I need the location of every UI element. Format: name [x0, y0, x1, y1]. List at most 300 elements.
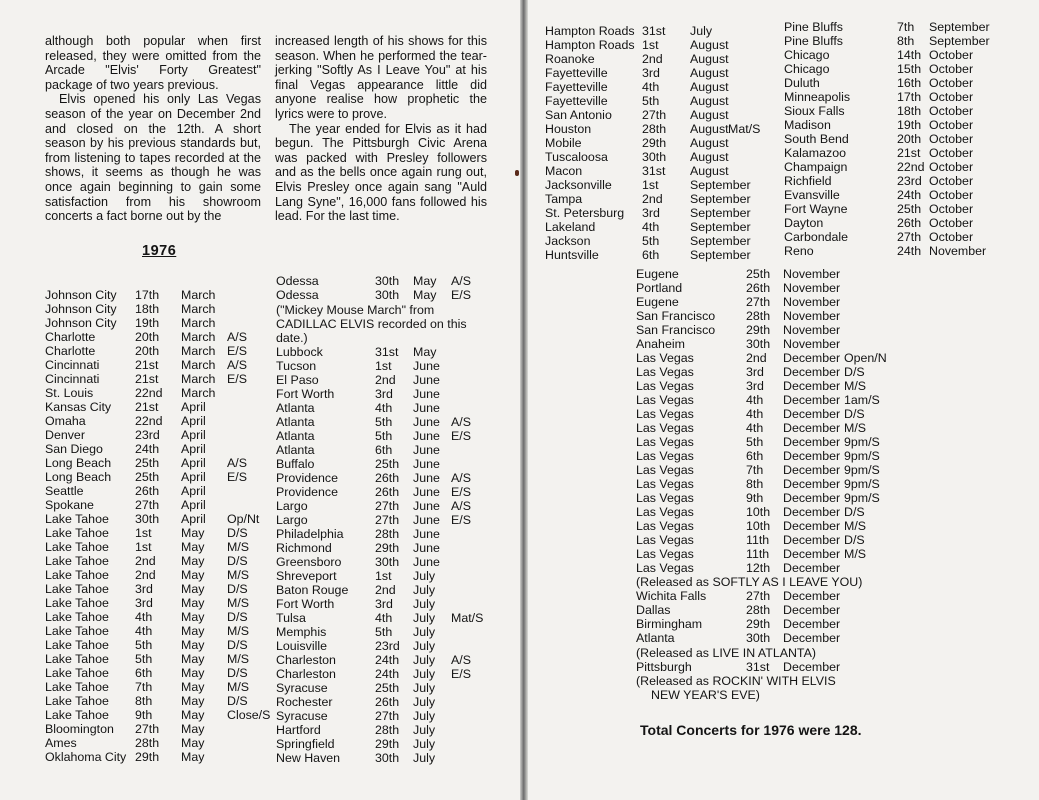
- concert-row: [45, 344, 265, 358]
- show-month: August: [690, 94, 729, 108]
- show-month: May: [181, 638, 205, 652]
- venue-city: Jackson: [545, 234, 591, 248]
- concert-row: [276, 359, 496, 373]
- show-month: December: [783, 435, 841, 449]
- concert-row: [784, 118, 1014, 132]
- concert-row: [784, 216, 1014, 230]
- show-month: May: [181, 526, 205, 540]
- concert-row: [545, 192, 785, 206]
- show-month: March: [181, 344, 216, 358]
- paragraph: although both popular when first released, they were omitted from the Arcade "Elvis' Forty Greatest" package of two years previous.: [45, 34, 261, 92]
- show-month: July: [413, 597, 436, 611]
- concert-row: [636, 617, 926, 631]
- concert-row: [784, 174, 1014, 188]
- show-date: 15th: [897, 62, 922, 76]
- concert-row: [545, 206, 785, 220]
- show-month: October: [929, 132, 974, 146]
- concert-row: [636, 589, 926, 603]
- venue-city: Wichita Falls: [636, 589, 707, 603]
- concert-row: [636, 323, 926, 337]
- show-month: March: [181, 330, 216, 344]
- venue-city: San Diego: [45, 442, 103, 456]
- venue-city: Largo: [276, 499, 308, 513]
- venue-city: Lake Tahoe: [45, 540, 109, 554]
- show-type: E/S: [227, 344, 247, 358]
- show-date: 20th: [135, 330, 160, 344]
- show-month: July: [413, 653, 436, 667]
- show-type: 9pm/S: [844, 449, 880, 463]
- concert-row: [45, 288, 265, 302]
- venue-city: Lake Tahoe: [45, 638, 109, 652]
- show-month: May: [181, 610, 205, 624]
- show-date: 24th: [897, 244, 922, 258]
- show-type: M/S: [227, 540, 250, 554]
- show-month: July: [413, 737, 436, 751]
- venue-city: Las Vegas: [636, 477, 694, 491]
- show-month: October: [929, 90, 974, 104]
- show-date: 9th: [746, 491, 764, 505]
- show-date: 26th: [746, 281, 771, 295]
- venue-city: San Francisco: [636, 323, 716, 337]
- paragraph: The year ended for Elvis as it had begun. The Pittsburgh Civic Arena was packed with Presley followers and as the bells once again rung out, Elvis Presley once again sang "Auld Lang Syne", 16,000 fans followed his lead. For the last time.: [275, 121, 487, 224]
- venue-city: Mobile: [545, 136, 582, 150]
- show-month: December: [783, 477, 841, 491]
- show-type: D/S: [227, 694, 248, 708]
- venue-city: Kansas City: [45, 400, 112, 414]
- show-month: July: [690, 24, 713, 38]
- venue-city: Hartford: [276, 723, 321, 737]
- show-month: September: [690, 248, 751, 262]
- show-month: December: [783, 519, 841, 533]
- show-month: December: [783, 449, 841, 463]
- concert-row: [784, 188, 1014, 202]
- show-month: December: [783, 561, 841, 575]
- venue-city: New Haven: [276, 751, 341, 765]
- show-date: 27th: [135, 498, 160, 512]
- concert-row: [545, 248, 785, 262]
- show-type: D/S: [227, 638, 248, 652]
- venue-city: Odessa: [276, 274, 319, 288]
- show-date: 4th: [375, 611, 393, 625]
- concert-row: [276, 513, 496, 527]
- venue-city: Philadelphia: [276, 527, 344, 541]
- show-month: April: [181, 512, 206, 526]
- show-month: July: [413, 583, 436, 597]
- show-month: December: [783, 631, 841, 645]
- venue-city: Lake Tahoe: [45, 554, 109, 568]
- show-month: May: [413, 274, 437, 288]
- show-date: 26th: [135, 484, 160, 498]
- show-date: 5th: [642, 94, 660, 108]
- concert-table-middle: [276, 345, 496, 765]
- venue-city: San Antonio: [545, 108, 612, 122]
- show-month: April: [181, 470, 206, 484]
- concert-row: [276, 499, 496, 513]
- show-type: A/S: [227, 358, 247, 372]
- show-date: 3rd: [135, 582, 153, 596]
- venue-city: Providence: [276, 485, 338, 499]
- show-date: 22nd: [135, 414, 163, 428]
- venue-city: Spokane: [45, 498, 94, 512]
- show-date: 7th: [746, 463, 764, 477]
- concert-row: [45, 554, 265, 568]
- show-date: 3rd: [375, 597, 393, 611]
- concert-row: [636, 533, 926, 547]
- show-date: 21st: [135, 400, 159, 414]
- venue-city: Rochester: [276, 695, 333, 709]
- show-type: M/S: [844, 519, 867, 533]
- show-type: Open/N: [844, 351, 887, 365]
- show-date: 1st: [375, 569, 392, 583]
- show-date: 17th: [135, 288, 160, 302]
- show-month: August: [690, 38, 729, 52]
- concert-row: [276, 667, 496, 681]
- concert-row: [45, 372, 265, 386]
- show-month: September: [929, 20, 990, 34]
- concert-row: [45, 330, 265, 344]
- show-type: A/S: [451, 274, 471, 288]
- concert-row: [545, 136, 785, 150]
- concert-row: [636, 449, 926, 463]
- show-date: 25th: [746, 267, 771, 281]
- show-month: September: [929, 34, 990, 48]
- show-date: 4th: [135, 610, 153, 624]
- venue-city: Las Vegas: [636, 365, 694, 379]
- show-date: 14th: [897, 48, 922, 62]
- show-date: 23rd: [375, 639, 400, 653]
- venue-city: Eugene: [636, 267, 679, 281]
- concert-table-left: [45, 288, 271, 764]
- concert-row: [545, 150, 785, 164]
- show-date: 4th: [746, 393, 764, 407]
- show-month: May: [413, 288, 437, 302]
- show-month: April: [181, 456, 206, 470]
- show-date: 3rd: [746, 379, 764, 393]
- venue-city: Las Vegas: [636, 491, 694, 505]
- show-date: 30th: [746, 337, 771, 351]
- show-month: June: [413, 443, 440, 457]
- show-date: 29th: [375, 541, 400, 555]
- show-month: August: [690, 80, 729, 94]
- venue-city: Oklahoma City: [45, 750, 127, 764]
- venue-city: St. Louis: [45, 386, 94, 400]
- show-month: June: [413, 387, 440, 401]
- concert-row: [545, 234, 785, 248]
- show-month: July: [413, 611, 436, 625]
- concert-row: [276, 527, 496, 541]
- show-date: 18th: [135, 302, 160, 316]
- show-date: 27th: [135, 722, 160, 736]
- venue-city: Fort Worth: [276, 597, 335, 611]
- show-date: 30th: [375, 751, 400, 765]
- concert-row: [45, 442, 265, 456]
- show-type: M/S: [227, 596, 250, 610]
- venue-city: Tuscaloosa: [545, 150, 608, 164]
- show-month: May: [181, 596, 205, 610]
- show-month: April: [181, 498, 206, 512]
- venue-city: Denver: [45, 428, 85, 442]
- show-date: 27th: [375, 709, 400, 723]
- show-month: June: [413, 485, 440, 499]
- venue-city: Lake Tahoe: [45, 512, 109, 526]
- concert-table-right-5: [636, 660, 926, 674]
- concert-row: [276, 611, 496, 625]
- show-month: October: [929, 188, 974, 202]
- show-date: 4th: [746, 421, 764, 435]
- show-date: 29th: [135, 750, 160, 764]
- show-type: E/S: [451, 288, 471, 302]
- show-type: D/S: [227, 526, 248, 540]
- concert-row: [636, 547, 926, 561]
- concert-row: [45, 708, 271, 722]
- venue-city: Las Vegas: [636, 435, 694, 449]
- show-month: December: [783, 365, 841, 379]
- venue-city: Fort Worth: [276, 387, 335, 401]
- show-date: 5th: [375, 415, 393, 429]
- venue-city: Atlanta: [276, 443, 315, 457]
- venue-city: Greensboro: [276, 555, 342, 569]
- show-date: 28th: [135, 736, 160, 750]
- concert-row: [545, 164, 785, 178]
- show-date: 25th: [375, 457, 400, 471]
- show-date: 27th: [746, 589, 771, 603]
- venue-city: Minneapolis: [784, 90, 851, 104]
- show-type: A/S: [451, 499, 471, 513]
- venue-city: Las Vegas: [636, 533, 694, 547]
- show-date: 29th: [375, 737, 400, 751]
- concert-row: [276, 653, 496, 667]
- concert-row: [636, 407, 926, 421]
- show-date: 7th: [897, 20, 915, 34]
- show-date: 27th: [897, 230, 922, 244]
- show-type: E/S: [227, 470, 247, 484]
- concert-row: [784, 34, 1014, 48]
- show-date: 1st: [375, 359, 392, 373]
- show-date: 2nd: [642, 192, 663, 206]
- show-date: 30th: [135, 512, 160, 526]
- venue-city: Jacksonville: [545, 178, 612, 192]
- show-date: 2nd: [375, 373, 396, 387]
- concert-row: [45, 428, 265, 442]
- show-month: May: [181, 554, 205, 568]
- venue-city: Syracuse: [276, 709, 328, 723]
- venue-city: Syracuse: [276, 681, 328, 695]
- venue-city: Las Vegas: [636, 519, 694, 533]
- venue-city: Lake Tahoe: [45, 596, 109, 610]
- venue-city: Odessa: [276, 288, 319, 302]
- show-month: November: [929, 244, 987, 258]
- show-month: June: [413, 429, 440, 443]
- concert-row: [545, 38, 785, 52]
- show-month: May: [181, 582, 205, 596]
- concert-row: [276, 569, 496, 583]
- concert-row: [276, 541, 496, 555]
- concert-row: [276, 457, 496, 471]
- show-date: 20th: [135, 344, 160, 358]
- show-date: 21st: [135, 372, 159, 386]
- show-type: 9pm/S: [844, 435, 880, 449]
- show-date: 31st: [642, 164, 666, 178]
- venue-city: Las Vegas: [636, 393, 694, 407]
- show-type: E/S: [451, 485, 471, 499]
- show-date: 3rd: [746, 365, 764, 379]
- concert-row: [636, 463, 926, 477]
- show-date: 25th: [135, 456, 160, 470]
- show-date: 16th: [897, 76, 922, 90]
- show-month: October: [929, 146, 974, 160]
- concert-row: [45, 400, 265, 414]
- concert-row: [545, 122, 785, 136]
- show-date: 3rd: [135, 596, 153, 610]
- concert-row: [276, 751, 496, 765]
- show-date: 2nd: [375, 583, 396, 597]
- concert-row: [45, 484, 265, 498]
- show-date: 5th: [135, 652, 153, 666]
- show-date: 4th: [746, 407, 764, 421]
- show-month: October: [929, 48, 974, 62]
- concert-row: [45, 512, 265, 526]
- show-date: 5th: [375, 429, 393, 443]
- concert-row: [636, 505, 926, 519]
- show-date: 28th: [375, 527, 400, 541]
- venue-city: Atlanta: [276, 429, 315, 443]
- show-date: 2nd: [642, 52, 663, 66]
- venue-city: Macon: [545, 164, 583, 178]
- venue-city: Charleston: [276, 667, 336, 681]
- show-month: May: [181, 736, 205, 750]
- show-month: August: [690, 164, 729, 178]
- show-type: Close/S: [227, 708, 271, 722]
- venue-city: Chicago: [784, 62, 830, 76]
- concert-row: [276, 625, 496, 639]
- venue-city: Baton Rouge: [276, 583, 349, 597]
- concert-row: [45, 498, 265, 512]
- show-date: 28th: [746, 603, 771, 617]
- concert-row: [276, 274, 496, 288]
- concert-row: [45, 680, 265, 694]
- concert-row: [276, 401, 496, 415]
- venue-city: Las Vegas: [636, 379, 694, 393]
- show-month: December: [783, 660, 841, 674]
- show-month: November: [783, 267, 841, 281]
- venue-city: Lakeland: [545, 220, 596, 234]
- show-type: Mat/S: [728, 122, 761, 136]
- margin-dot: [515, 170, 519, 176]
- venue-city: Lake Tahoe: [45, 694, 109, 708]
- venue-city: Las Vegas: [636, 449, 694, 463]
- concert-row: [545, 66, 785, 80]
- venue-city: Lake Tahoe: [45, 666, 109, 680]
- venue-city: Cincinnati: [45, 372, 100, 386]
- concert-row: [784, 160, 1014, 174]
- show-type: M/S: [844, 547, 867, 561]
- venue-city: Lake Tahoe: [45, 624, 109, 638]
- show-date: 6th: [375, 443, 393, 457]
- venue-city: Portland: [636, 281, 683, 295]
- concert-row: [545, 52, 785, 66]
- show-month: June: [413, 373, 440, 387]
- venue-city: Sioux Falls: [784, 104, 845, 118]
- show-date: 10th: [746, 519, 771, 533]
- show-month: December: [783, 547, 841, 561]
- concert-row: [545, 80, 785, 94]
- show-date: 6th: [135, 666, 153, 680]
- venue-city: Johnson City: [45, 316, 117, 330]
- venue-city: Lake Tahoe: [45, 680, 109, 694]
- show-date: 30th: [375, 555, 400, 569]
- book-gutter: [520, 0, 528, 800]
- show-date: 5th: [746, 435, 764, 449]
- venue-city: Pine Bluffs: [784, 34, 844, 48]
- show-date: 29th: [642, 136, 667, 150]
- softly-note: (Released as SOFTLY AS I LEAVE YOU): [636, 575, 863, 589]
- concert-row: [276, 471, 496, 485]
- show-month: April: [181, 484, 206, 498]
- concert-row: [636, 281, 926, 295]
- show-month: December: [783, 505, 841, 519]
- concert-row: [276, 639, 496, 653]
- venue-city: Fayetteville: [545, 94, 608, 108]
- show-date: 19th: [897, 118, 922, 132]
- concert-row: [784, 20, 1014, 34]
- show-date: 12th: [746, 561, 771, 575]
- show-date: 4th: [375, 401, 393, 415]
- show-month: December: [783, 603, 841, 617]
- show-date: 7th: [135, 680, 153, 694]
- show-month: December: [783, 617, 841, 631]
- show-month: December: [783, 491, 841, 505]
- concert-row: [784, 76, 1014, 90]
- show-month: November: [783, 309, 841, 323]
- venue-city: Providence: [276, 471, 338, 485]
- concert-row: [636, 421, 926, 435]
- venue-city: South Bend: [784, 132, 849, 146]
- concert-row: [45, 358, 265, 372]
- show-date: 27th: [746, 295, 771, 309]
- concert-row: [45, 722, 265, 736]
- concert-row: [636, 295, 926, 309]
- show-type: D/S: [227, 554, 248, 568]
- venue-city: Lake Tahoe: [45, 708, 109, 722]
- show-date: 25th: [135, 470, 160, 484]
- show-date: 30th: [375, 274, 400, 288]
- show-date: 5th: [135, 638, 153, 652]
- text-column-1: [45, 34, 261, 224]
- venue-city: Fayetteville: [545, 80, 608, 94]
- venue-city: Dallas: [636, 603, 671, 617]
- concert-row: [45, 386, 265, 400]
- show-month: March: [181, 358, 216, 372]
- concert-row: [784, 202, 1014, 216]
- show-month: June: [413, 457, 440, 471]
- show-month: July: [413, 625, 436, 639]
- show-month: December: [783, 407, 841, 421]
- concert-row: [636, 351, 926, 365]
- show-date: 4th: [642, 80, 660, 94]
- show-month: October: [929, 216, 974, 230]
- show-date: 1st: [642, 38, 659, 52]
- show-month: June: [413, 513, 440, 527]
- show-month: April: [181, 428, 206, 442]
- concert-row: [276, 429, 496, 443]
- show-date: 26th: [375, 695, 400, 709]
- show-month: December: [783, 533, 841, 547]
- show-type: A/S: [227, 456, 247, 470]
- venue-city: Johnson City: [45, 288, 117, 302]
- concert-row: [636, 603, 926, 617]
- venue-city: Birmingham: [636, 617, 703, 631]
- venue-city: Richmond: [276, 541, 332, 555]
